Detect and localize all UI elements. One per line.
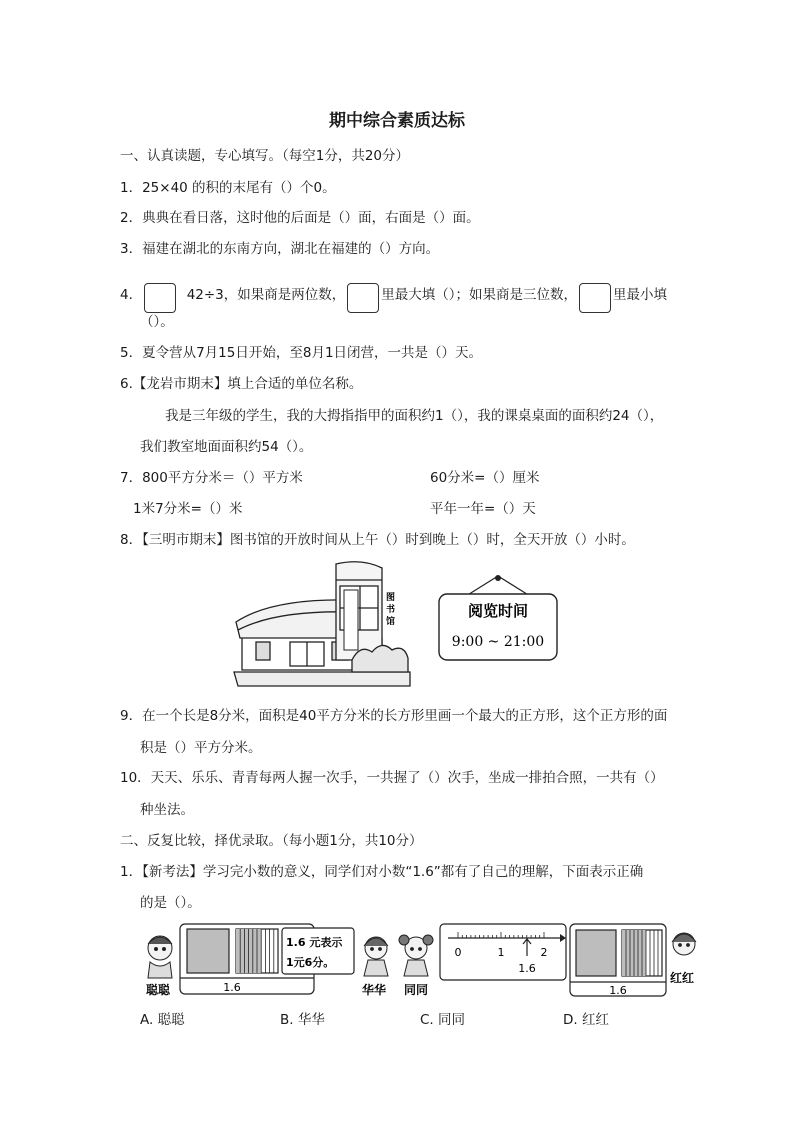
- girl-avatar-icon: [399, 935, 433, 976]
- grid-shaded-cell: [634, 930, 638, 976]
- library-sign-char: 馆: [386, 617, 396, 627]
- board-title: 阅览时间: [467, 602, 529, 620]
- library-sign-char: 图: [386, 593, 396, 603]
- grid-shaded-cell: [253, 929, 257, 973]
- board-time: 9:00 ~ 21:00: [451, 634, 545, 650]
- question-6: 6.【龙岩市期末】填上合适的单位名称。: [120, 376, 363, 392]
- student-name-tongtong: 同同: [404, 983, 429, 997]
- question-6-line2: 我是三年级的学生，我的大拇指指甲的面积约1（），我的课桌桌面的面积约24（），: [165, 408, 664, 424]
- question-4-number: 4．: [120, 287, 143, 303]
- question-4-part1: 42÷3，如果商是两位数，: [186, 287, 346, 303]
- question-2: 2．典典在看日落，这时他的后面是（）面，右面是（）面。: [120, 210, 480, 226]
- question-10: 10．天天、乐乐、青青每两人握一次手，一共握了（）次手，坐成一排拍合照，一共有（）: [120, 770, 664, 786]
- question-7c: 1米7分米=（）米: [133, 501, 243, 517]
- answer-box[interactable]: [144, 283, 176, 313]
- question-5: 5．夏令营从7月15日开始，至8月1日闭营，一共是（）天。: [120, 345, 483, 361]
- question-9: 9．在一个长是8分米，面积是40平方分米的长方形里画一个最大的正方形，这个正方形的面: [120, 708, 668, 724]
- question-7d: 平年一年=（）天: [430, 501, 536, 517]
- grid-shaded-cell: [638, 930, 642, 976]
- question-9-line2: 积是（）平方分米。: [140, 740, 262, 756]
- grid-shaded-cell: [249, 929, 253, 973]
- library-sign-char: 书: [386, 605, 396, 615]
- opening-hours-board: [436, 574, 560, 664]
- question-4-line2: （）。: [140, 314, 174, 330]
- grid-shaded-cell: [622, 930, 626, 976]
- section2-question-1-line2: 的是（）。: [140, 895, 201, 911]
- grid-label: 1.6: [609, 984, 627, 997]
- option-d[interactable]: D. 红红: [563, 1012, 609, 1028]
- answer-box[interactable]: [347, 283, 379, 313]
- student-name-huahua: 华华: [362, 983, 387, 997]
- grid-shaded-cell: [244, 929, 248, 973]
- question-4-part2: 里最大填（）；如果商是三位数，: [381, 287, 578, 303]
- question-8: 8．【三明市期末】图书馆的开放时间从上午（）时到晚上（）时，全天开放（）小时。: [120, 532, 635, 548]
- section2-question-1: 1．【新考法】学习完小数的意义，同学们对小数“1.6”都有了自己的理解，下面表示正确: [120, 864, 644, 880]
- ruler-tick-label: 2: [540, 946, 548, 959]
- grid-shaded-cell: [257, 929, 261, 973]
- ruler-tick-label: 1: [497, 946, 505, 959]
- grid-shaded-cell: [236, 929, 240, 973]
- question-10-line2: 种坐法。: [140, 802, 194, 818]
- page-title: 期中综合素质达标: [329, 111, 465, 131]
- girl-avatar-icon: [364, 937, 388, 976]
- ruler-value: 1.6: [518, 962, 536, 975]
- answer-box[interactable]: [579, 283, 611, 313]
- grid-shaded-cell: [630, 930, 634, 976]
- boy-avatar-icon: [148, 936, 172, 978]
- question-4: [120, 283, 667, 313]
- decimal-illustration: [140, 920, 700, 1002]
- grid-label: 1.6: [223, 981, 241, 994]
- question-1: 1．25×40 的积的末尾有（）个0。: [120, 180, 336, 196]
- library-building-illustration: [232, 560, 412, 690]
- grid-shaded-cell: [626, 930, 630, 976]
- option-c[interactable]: C. 同同: [420, 1012, 466, 1028]
- question-3: 3．福建在湖北的东南方向，湖北在福建的（）方向。: [120, 241, 440, 257]
- question-6-line3: 我们教室地面面积约54（）。: [140, 439, 313, 455]
- student-name-congcong: 聪聪: [146, 983, 171, 997]
- grid-shaded-cell: [240, 929, 244, 973]
- hanging-nail-icon: [495, 575, 501, 581]
- section1-heading: 一、认真读题，专心填写。（每空1分，共20分）: [120, 148, 410, 164]
- student-name-honghong: 红红: [670, 971, 695, 985]
- option-a[interactable]: A. 聪聪: [140, 1012, 185, 1028]
- option-b[interactable]: B. 华华: [280, 1012, 325, 1028]
- grid-shaded-cell: [642, 930, 646, 976]
- bubble-line-2: 1元6分。: [286, 956, 335, 969]
- question-7a: 7．800平方分米＝（）平方米: [120, 470, 303, 486]
- question-7b: 60分米=（）厘米: [430, 470, 540, 486]
- section2-heading: 二、反复比较，择优录取。（每小题1分，共10分）: [120, 833, 423, 849]
- bubble-line-1: 1.6 元表示: [286, 936, 343, 949]
- ruler-tick-label: 0: [454, 946, 462, 959]
- girl-avatar-icon: [672, 933, 696, 955]
- question-4-part3: 里最小填: [613, 287, 668, 303]
